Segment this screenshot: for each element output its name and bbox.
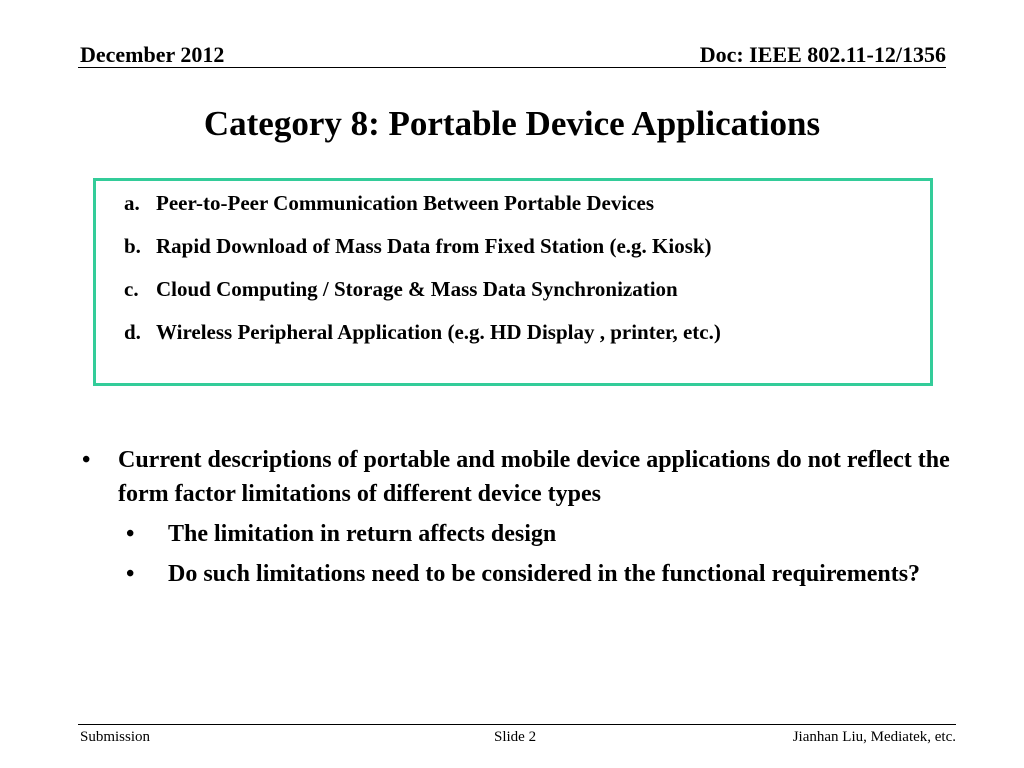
subcategory-item — [124, 319, 904, 362]
bullet-mark: • — [126, 521, 135, 547]
subcategory-text: Cloud Computing / Storage & Mass Data Synchronization — [156, 277, 678, 301]
subcategory-text: Wireless Peripheral Application (e.g. HD Display , printer, etc.) — [156, 320, 721, 344]
subcategory-item — [124, 190, 904, 233]
subcategory-letter: d. — [124, 320, 141, 344]
subcategory-item — [124, 276, 904, 319]
subcategory-letter: a. — [124, 191, 140, 215]
bullet-main — [82, 443, 962, 511]
bullet-sub — [126, 517, 962, 551]
footer-submission: Submission — [80, 729, 151, 745]
bullet-main-text: Current descriptions of portable and mobile device applications do not reflect the form factor limitations of different device types — [118, 447, 950, 507]
bullet-sub-text: Do such limitations need to be considered in the functional requirements? — [168, 561, 921, 587]
subcategory-letter: c. — [124, 277, 139, 301]
footer-slide-number: Slide 2 — [494, 729, 537, 745]
bullet-mark: • — [82, 447, 91, 473]
header-rule — [78, 67, 946, 68]
subcategory-text: Rapid Download of Mass Data from Fixed Station (e.g. Kiosk) — [156, 234, 712, 258]
bullet-sub — [126, 557, 962, 591]
header-doc-id: Doc: IEEE 802.11-12/1356 — [699, 42, 946, 67]
bullet-list — [82, 443, 962, 591]
subcategory-list — [124, 190, 904, 362]
footer-rule — [78, 724, 956, 725]
subcategory-item — [124, 233, 904, 276]
bullet-mark: • — [126, 561, 135, 587]
bullet-sub-text: The limitation in return affects design — [168, 521, 557, 547]
subcategory-text: Peer-to-Peer Communication Between Portable Devices — [156, 191, 654, 215]
header-date: December 2012 — [80, 42, 225, 67]
subcategory-letter: b. — [124, 234, 141, 258]
slide-title: Category 8: Portable Device Applications — [203, 104, 821, 143]
footer-author: Jianhan Liu, Mediatek, etc. — [792, 729, 956, 745]
